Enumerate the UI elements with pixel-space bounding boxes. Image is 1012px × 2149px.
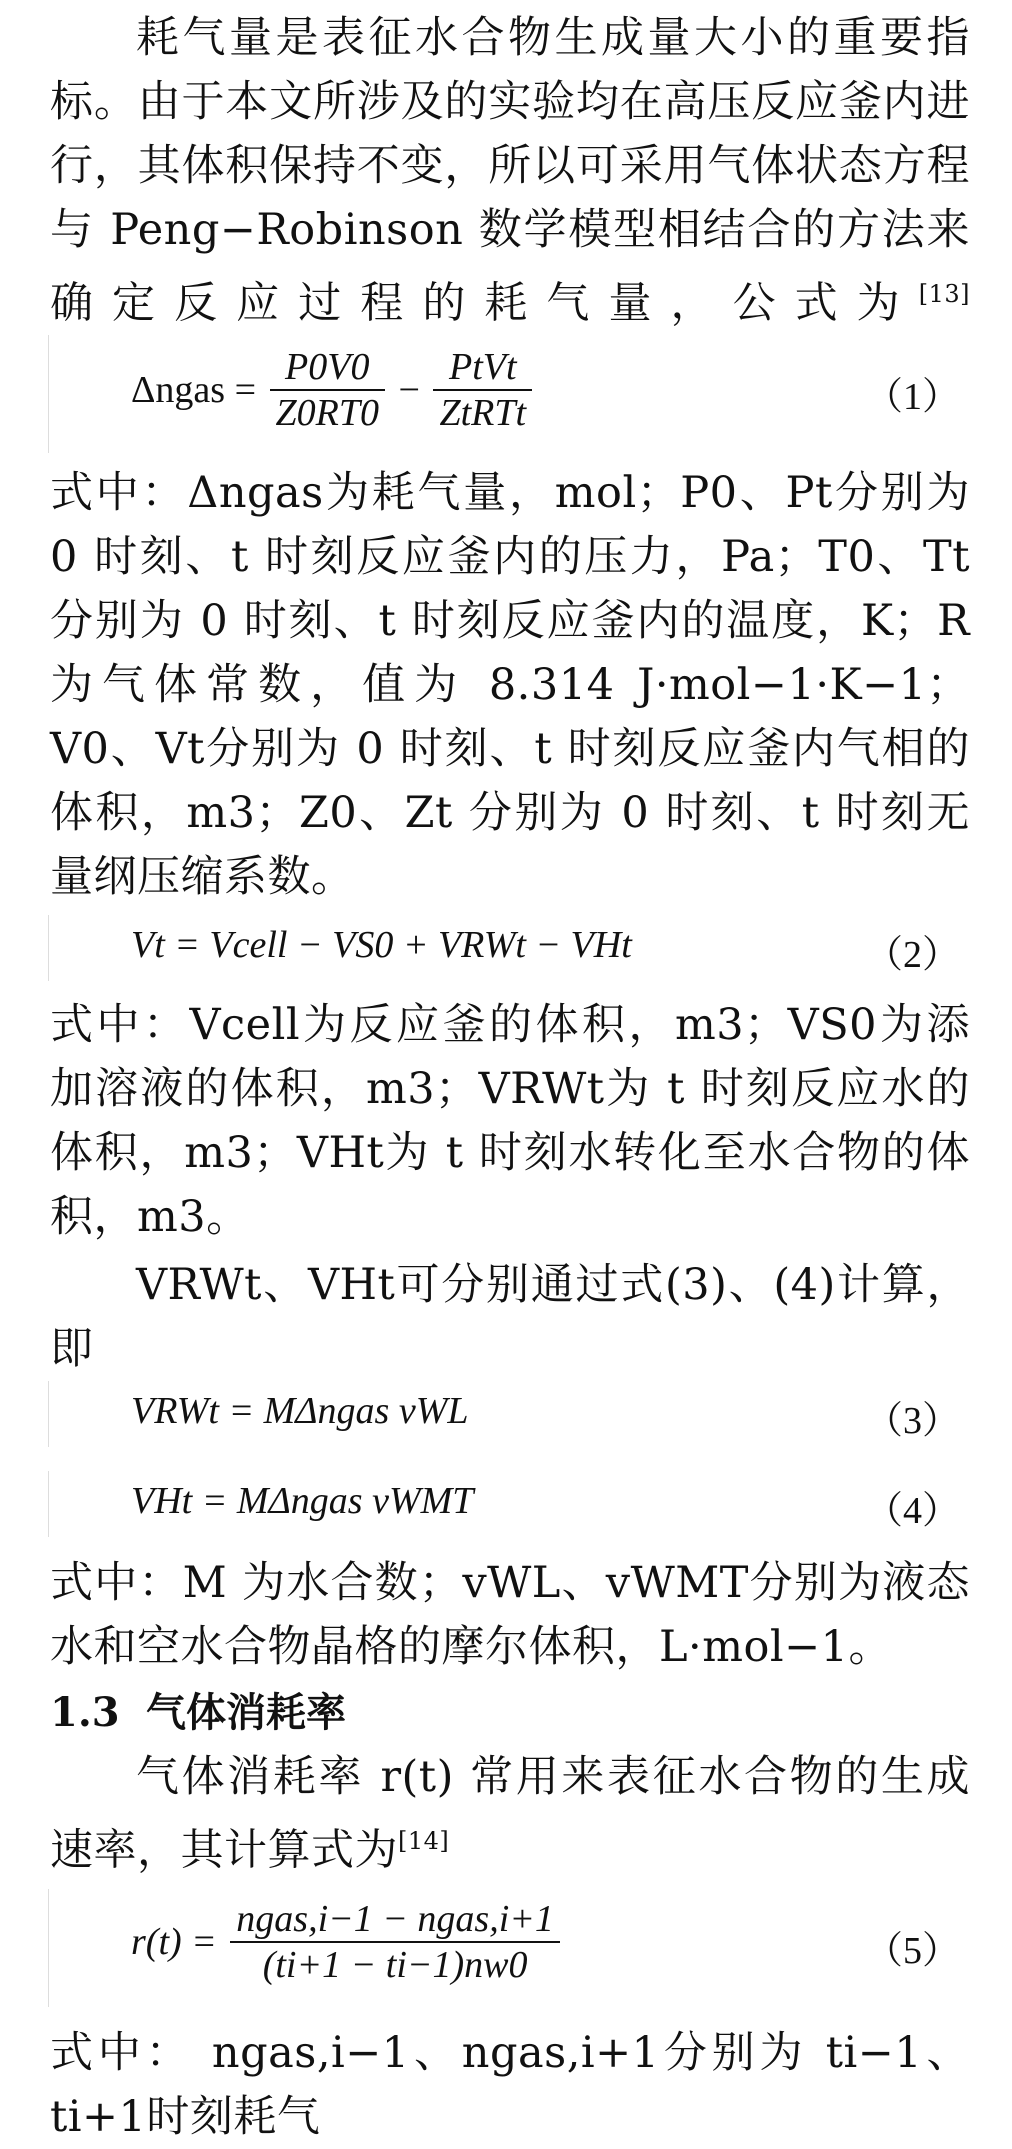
paragraph-symbols-eq2: 式中：Vcell为反应釜的体积，m3；VS0为添加溶液的体积，m3；VRWt为 t 时刻反应水的体积，m3；VHt为 t 时刻水转化至水合物的体积，m3。: [50, 1000, 970, 1243]
paper-page: [50, 0, 970, 2149]
equation-2-body: Vt = Vcell − VS0 + VRWt − VHt: [131, 924, 632, 967]
fraction-2-denominator: ZtRTt: [433, 389, 532, 435]
paragraph-consumption-rate-intro: [50, 1745, 970, 1882]
fraction-5-numerator: ngas,i−1 − ngas,i+1: [236, 1897, 554, 1940]
equation-1-body: [131, 345, 536, 435]
paragraph-gas-consumption-intro: [50, 6, 970, 335]
equation-5-number: （5）: [864, 1929, 960, 1972]
paragraph-eq3-eq4-intro: VRWt、VHt可分别通过式(3)、(4)计算，即: [50, 1260, 970, 1375]
fraction-2: [433, 345, 532, 435]
equation-2: [48, 915, 970, 981]
fraction-1-numerator: P0V0: [285, 346, 370, 389]
fraction-1: [270, 345, 385, 435]
paragraph-symbols-eq5: 式中： ngas,i−1、ngas,i+1分别为 ti−1、ti+1时刻耗气: [50, 2027, 970, 2142]
section-heading: [50, 1681, 970, 1745]
equation-4-body: VHt = MΔngas vWMT: [131, 1480, 474, 1523]
section-number: 1.3: [50, 1689, 120, 1737]
paragraph-text: 气体消耗率 r(t) 常用来表征水合物的生成速率，其计算式为: [50, 1752, 970, 1876]
section-title: 气体消耗率: [146, 1689, 346, 1737]
citation-ref: [14]: [398, 1827, 450, 1856]
equation-1-number: （1）: [864, 376, 960, 419]
fraction-5-denominator: (ti+1 − ti−1)nw0: [230, 1941, 560, 1987]
equation-4-number: （4）: [864, 1490, 960, 1533]
citation-ref: [13]: [918, 280, 970, 308]
equation-1-operator: −: [398, 369, 420, 412]
equation-1: [48, 335, 970, 453]
equation-5-lhs: r(t) =: [131, 1920, 217, 1963]
equation-2-number: （2）: [864, 934, 960, 977]
paragraph-symbols-eq3-eq4: 式中：M 为水合数；vWL、vWMT分别为液态水和空水合物晶格的摩尔体积，L·mol−1。: [50, 1558, 970, 1673]
equation-3: [48, 1381, 970, 1447]
equation-5-body: [131, 1897, 564, 1987]
equation-4: [48, 1471, 970, 1537]
paragraph-text: 耗气量是表征水合物生成量大小的重要指标。由于本文所涉及的实验均在高压反应釜内进行，其体积保持不变，所以可采用气体状态方程与 Peng−Robinson 数学模型相结合的方法来确定反应过程的耗气量，公式为: [50, 13, 970, 329]
equation-3-body: VRWt = MΔngas vWL: [131, 1390, 469, 1433]
fraction-2-numerator: PtVt: [448, 346, 517, 389]
equation-3-number: （3）: [864, 1400, 960, 1443]
equation-1-lhs: Δngas =: [131, 369, 257, 412]
fraction-1-denominator: Z0RT0: [270, 389, 385, 435]
paragraph-symbols-eq1: 式中：Δngas为耗气量，mol；P0、Pt分别为 0 时刻、t 时刻反应釜内的压力，Pa；T0、Tt分别为 0 时刻、t 时刻反应釜内的温度，K；R 为气体常数，值为 8.314 J·mol−1·K−1；V0、Vt分别为 0 时刻、t 时刻反应釜内气相的体积，m3；Z0、Zt 分别为 0 时刻、t 时刻无量纲压缩系数。: [50, 468, 970, 903]
fraction-5: [230, 1897, 560, 1987]
equation-5: [48, 1889, 970, 2007]
